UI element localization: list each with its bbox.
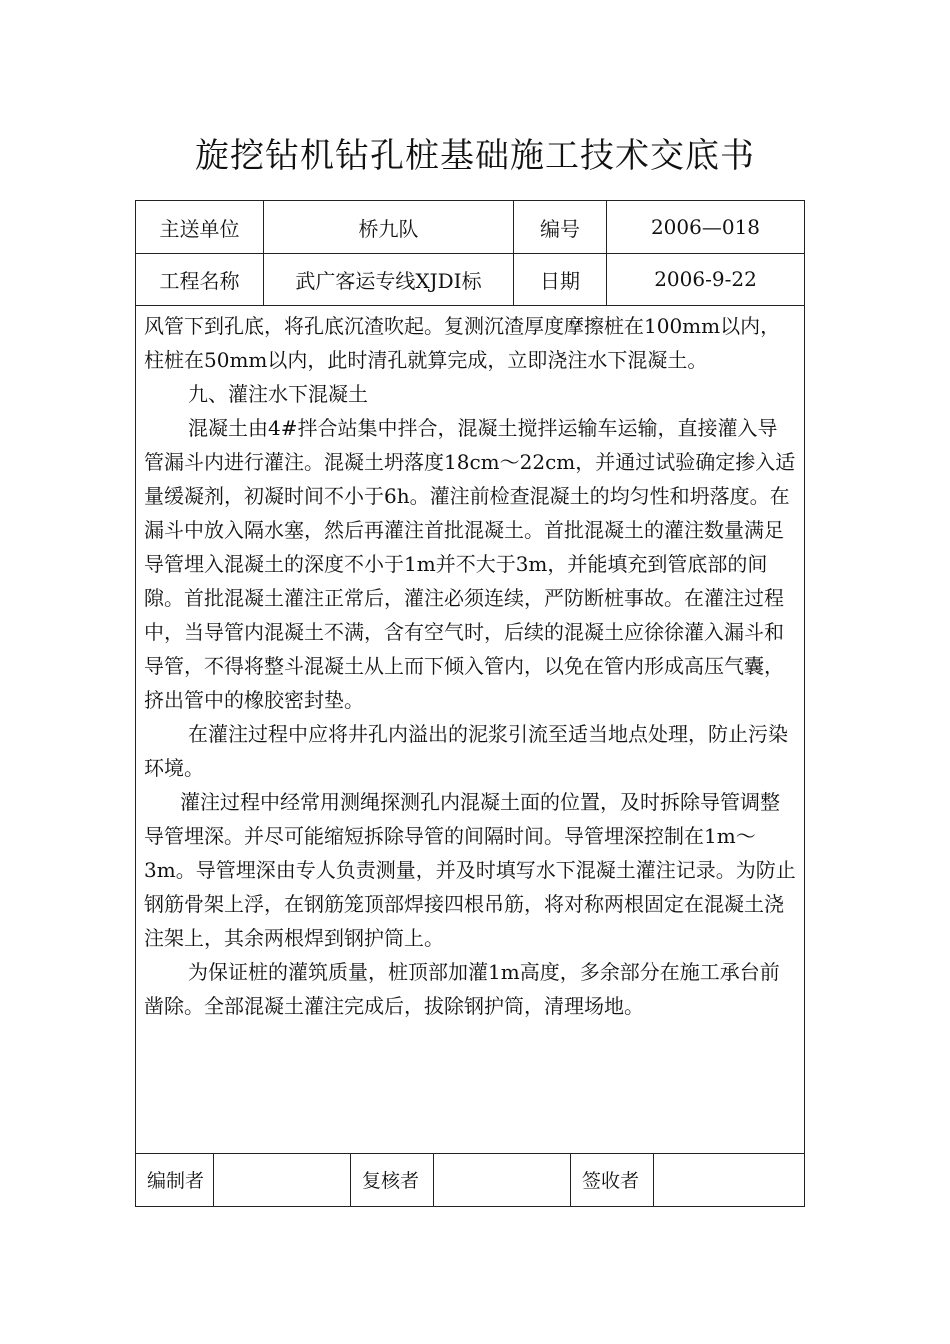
content-text xyxy=(144,309,796,1023)
sender-value: 桥九队 xyxy=(264,201,514,253)
project-label: 工程名称 xyxy=(136,253,264,305)
reviewer-label: 复核者 xyxy=(351,1153,434,1206)
content-area xyxy=(136,305,804,1154)
header-row-sender xyxy=(136,201,804,254)
section-heading: 九、灌注水下混凝土 xyxy=(188,382,368,406)
reviewer-field[interactable] xyxy=(434,1153,571,1206)
compiler-label: 编制者 xyxy=(136,1153,214,1206)
date-label: 日期 xyxy=(514,253,607,305)
document-title: 旋挖钻机钻孔桩基础施工技术交底书 xyxy=(195,136,755,176)
disclosure-form xyxy=(135,200,805,1207)
number-label: 编号 xyxy=(514,201,607,253)
receiver-label: 签收者 xyxy=(571,1153,654,1206)
compiler-field[interactable] xyxy=(214,1153,351,1206)
header-row-project xyxy=(136,253,804,306)
project-value: 武广客运专线XJDI标 xyxy=(264,253,514,305)
date-value: 2006-9-22 xyxy=(654,267,757,291)
sender-label: 主送单位 xyxy=(136,201,264,253)
receiver-field[interactable] xyxy=(654,1153,804,1206)
paragraph-depth: 灌注过程中经常用测绳探测孔内混凝土面的位置，及时拆除导管调整导管埋深。并尽可能缩短拆除导管的间隔时间。导管埋深控制在1m～3m。导管埋深由专人负责测量，并及时填写水下混凝土灌注记录。为防止钢筋骨架上浮，在钢筋笼顶部焊接四根吊筋，将对称两根固定在混凝土浇注架上，其余两根焊到钢护筒上。 xyxy=(144,790,796,950)
paragraph-mud: 在灌注过程中应将井孔内溢出的泥浆引流至适当地点处理，防止污染环境。 xyxy=(144,722,788,780)
paragraph-quality: 为保证桩的灌筑质量，桩顶部加灌1m高度，多余部分在施工承台前凿除。全部混凝土灌注完成后，拔除钢护筒，清理场地。 xyxy=(144,960,780,1018)
signature-row xyxy=(136,1153,804,1206)
paragraph-continuation: 风管下到孔底，将孔底沉渣吹起。复测沉渣厚度摩擦桩在100mm以内，柱桩在50mm以内，此时清孔就算完成，立即浇注水下混凝土。 xyxy=(144,314,781,372)
number-value: 2006—018 xyxy=(650,215,761,239)
paragraph-pouring: 混凝土由4#拌合站集中拌合，混凝土搅拌运输车运输，直接灌入导管漏斗内进行灌注。混凝土坍落度18cm～22cm，并通过试验确定掺入适量缓凝剂，初凝时间不小于6h。灌注前检查混凝土的均匀性和坍落度。在漏斗中放入隔水塞，然后再灌注首批混凝土。首批混凝土的灌注数量满足导管埋入混凝土的深度不小于1m并不大于3m，并能填充到管底部的间隙。首批混凝土灌注正常后，灌注必须连续，严防断桩事故。在灌注过程中，当导管内混凝土不满，含有空气时，后续的混凝土应徐徐灌入漏斗和导管，不得将整斗混凝土从上而下倾入管内，以免在管内形成高压气囊，挤出管中的橡胶密封垫。 xyxy=(144,416,796,712)
